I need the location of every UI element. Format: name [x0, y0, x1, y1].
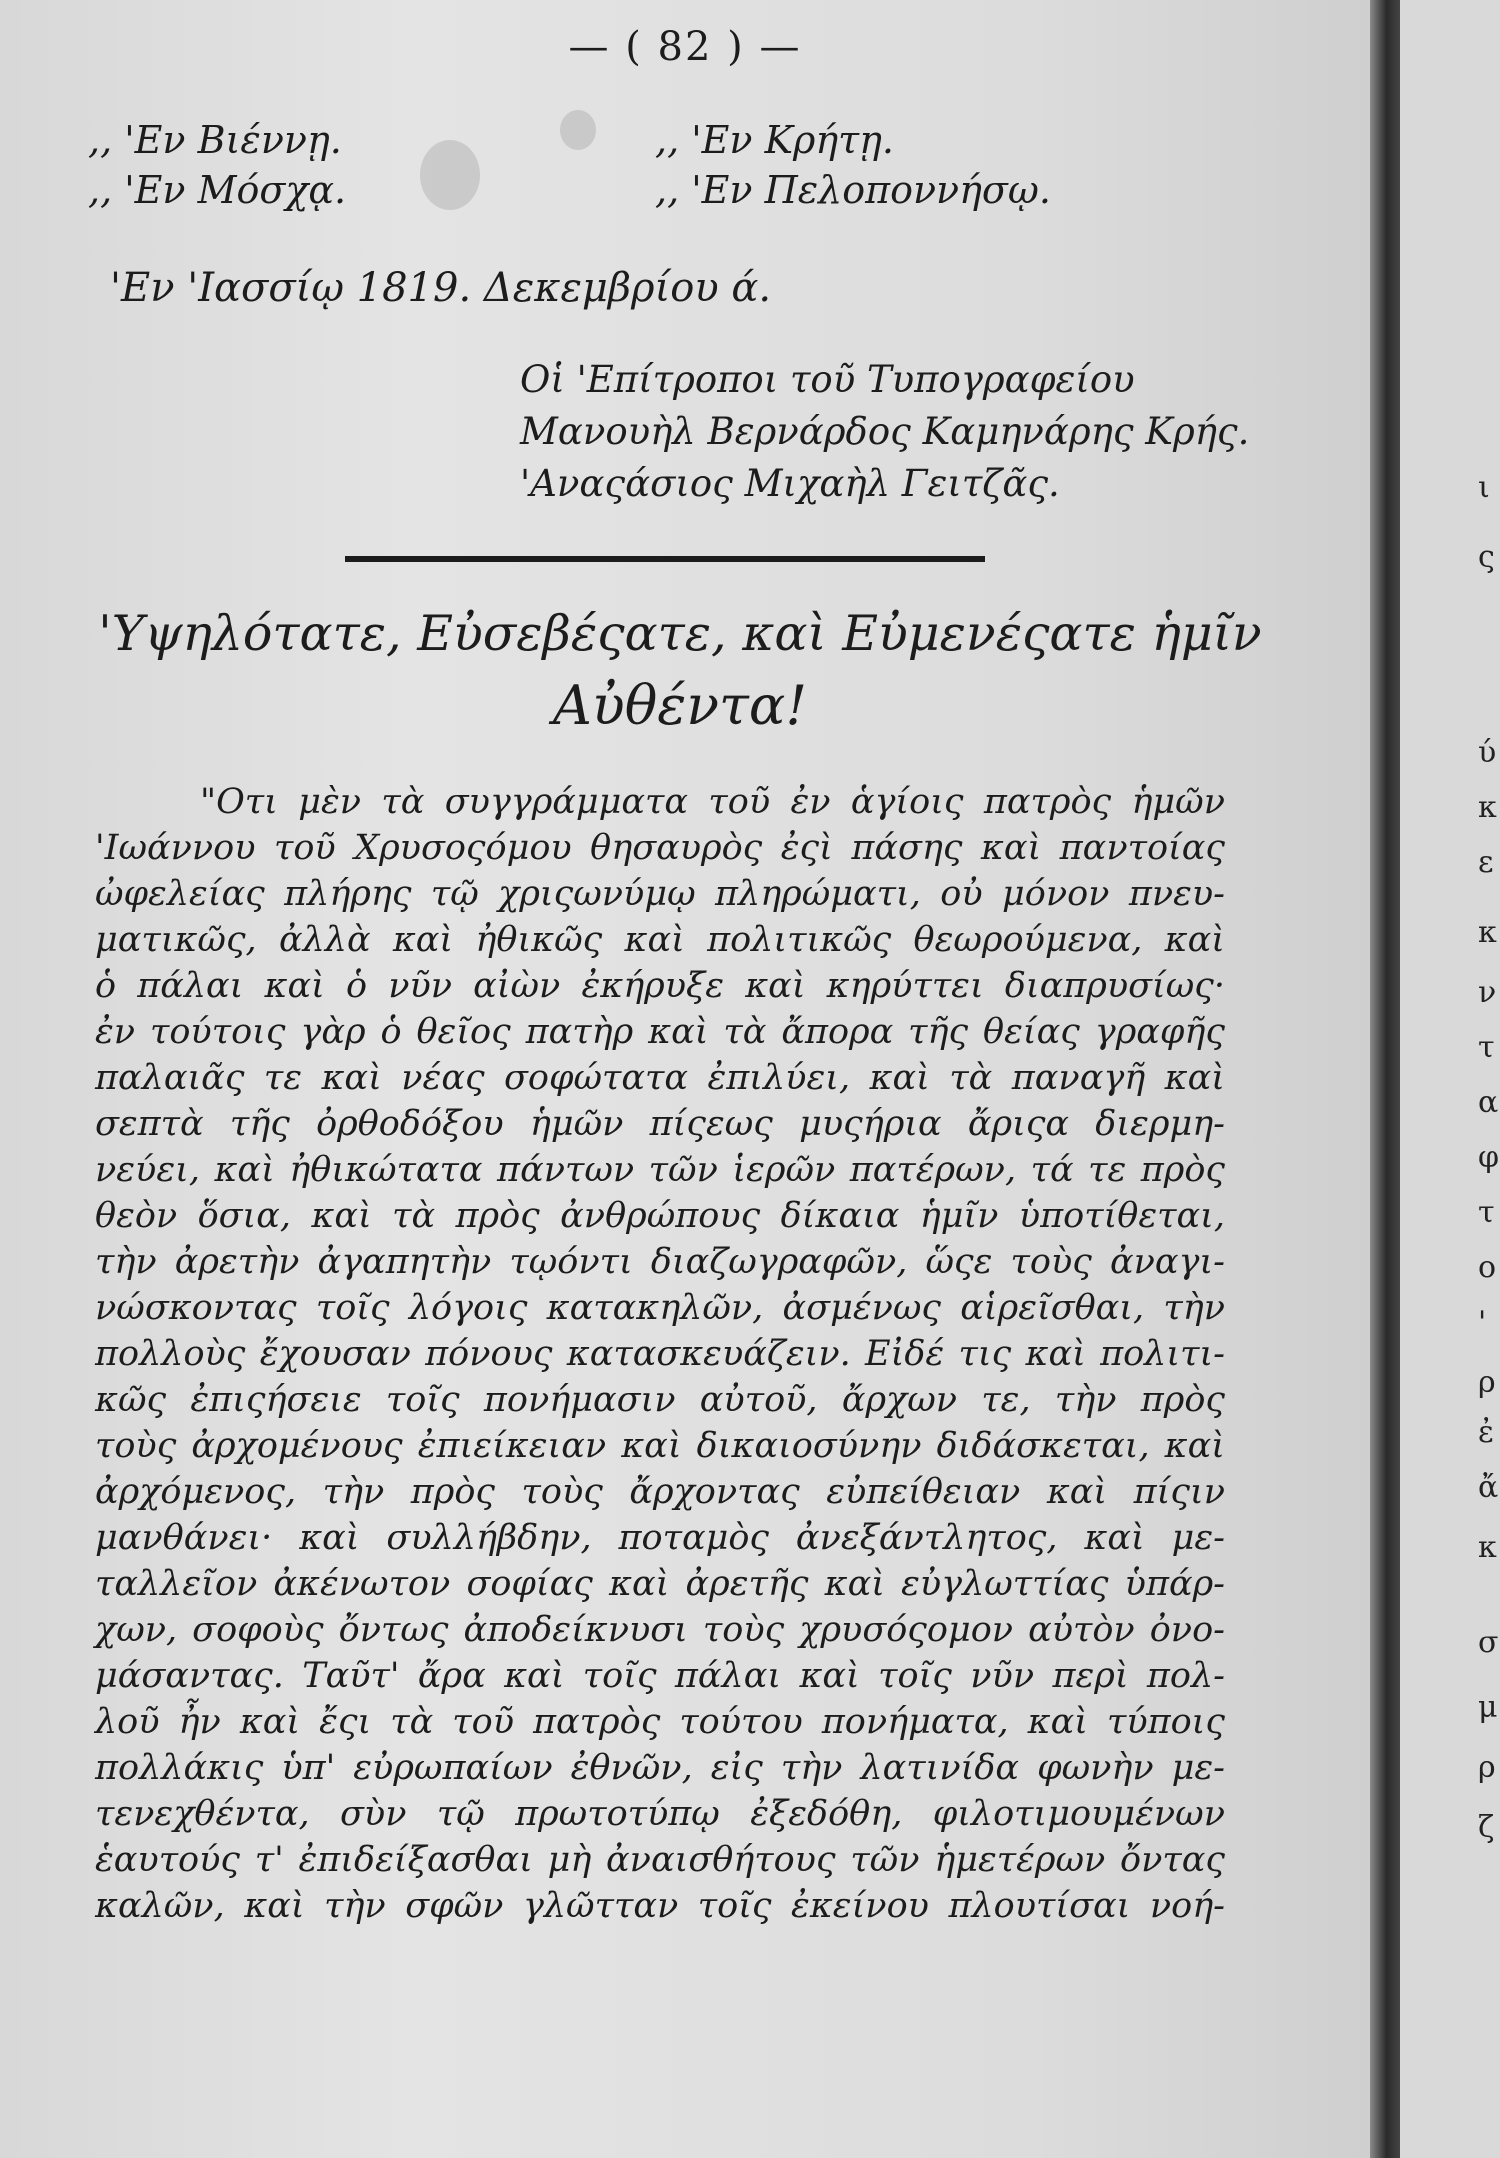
book-gutter [1370, 0, 1400, 2158]
facing-page-letter: μ [1478, 1690, 1498, 1725]
facing-page-letter: ζ [1478, 1810, 1495, 1845]
body-line: σεπτὰ τῆς ὀρθοδόξου ἡμῶν πίςεως μυςήρια ἄριςα διερμη- [95, 1104, 1225, 1144]
body-line: 'Ιωάννου τοῦ Χρυσοςόμου θησαυρὸς ἐςὶ πάσης καὶ παντοίας [95, 828, 1225, 868]
separator-rule [345, 556, 985, 562]
signatory-line-3: 'Αναςάσιος Μιχαὴλ Γειτζᾶς. [520, 462, 1060, 505]
facing-page-letter: α [1478, 1085, 1499, 1120]
facing-page-letter: ο [1478, 1250, 1497, 1285]
body-line: τὴν ἀρετὴν ἀγαπητὴν τῳόντι διαζωγραφῶν, ὥςε τοὺς ἀναγι- [95, 1242, 1225, 1282]
facing-page-letter: ἐ [1478, 1415, 1495, 1450]
body-line: ὁ πάλαι καὶ ὁ νῦν αἰὼν ἐκήρυξε καὶ κηρύττει διαπρυσίως· [95, 966, 1225, 1006]
facing-page-letter: ι [1478, 470, 1490, 505]
body-line: θεὸν ὅσια, καὶ τὰ πρὸς ἀνθρώπους δίκαια ἡμῖν ὑποτίθεται, [95, 1196, 1225, 1236]
location-moscow: ,, 'Εν Μόσχᾳ. [88, 168, 347, 212]
body-line: ἐν τούτοις γὰρ ὁ θεῖος πατὴρ καὶ τὰ ἄπορα τῆς θείας γραφῆς [95, 1012, 1225, 1052]
facing-page-letter: ε [1478, 845, 1494, 880]
body-line: "Οτι μὲν τὰ συγγράμματα τοῦ ἐν ἁγίοις πατρὸς ἡμῶν [200, 782, 1225, 822]
body-line: ταλλεῖον ἀκένωτον σοφίας καὶ ἀρετῆς καὶ εὐγλωττίας ὑπάρ- [95, 1564, 1225, 1604]
facing-page-letter: τ [1478, 1030, 1495, 1065]
body-line: παλαιᾶς τε καὶ νέας σοφώτατα ἐπιλύει, καὶ τὰ παναγῆ καὶ [95, 1058, 1225, 1098]
facing-page-letter: ύ [1478, 735, 1497, 770]
body-line: ἀρχόμενος, τὴν πρὸς τοὺς ἄρχοντας εὐπείθειαν καὶ πίςιν [95, 1472, 1225, 1512]
body-line: πολλάκις ὑπ' εὐρωπαίων ἐθνῶν, εἰς τὴν λατινίδα φωνὴν με- [95, 1748, 1225, 1788]
body-line: λοῦ ἦν καὶ ἔςι τὰ τοῦ πατρὸς τούτου πονήματα, καὶ τύποις [95, 1702, 1225, 1742]
body-line: τοὺς ἀρχομένους ἐπιείκειαν καὶ δικαιοσύνην διδάσκεται, καὶ [95, 1426, 1225, 1466]
location-peloponnese: ,, 'Εν Πελοποννήσῳ. [655, 168, 1051, 212]
location-crete: ,, 'Εν Κρήτῃ. [655, 118, 894, 162]
body-line: ἑαυτούς τ' ἐπιδείξασθαι μὴ ἀναισθήτους τῶν ἡμετέρων ὄντας [95, 1840, 1225, 1880]
paper-stain [560, 110, 596, 150]
facing-page-letter: ' [1478, 1305, 1487, 1340]
location-vienna: ,, 'Εν Βιέννῃ. [88, 118, 342, 162]
body-line: νώσκοντας τοῖς λόγοις κατακηλῶν, ἀσμένως αἱρεῖσθαι, τὴν [95, 1288, 1225, 1328]
paper-stain [420, 140, 480, 210]
dateline: 'Εν 'Ιασσίῳ 1819. Δεκεμβρίου ά. [110, 265, 772, 311]
heading-line-1: 'Υψηλότατε, Εὐσεβέςατε, καὶ Εὐμενέςατε ἡμῖν [98, 605, 1262, 662]
facing-page-letter: κ [1478, 790, 1497, 825]
signatory-line-1: Οἱ 'Επίτροποι τοῦ Τυπογραφείου [520, 358, 1135, 401]
facing-page-letter: κ [1478, 915, 1497, 950]
facing-page-letter: σ [1478, 1625, 1499, 1660]
facing-page-letter: ἄ [1478, 1470, 1499, 1505]
page-number: — ( 82 ) — [568, 24, 802, 70]
body-line: ὠφελείας πλήρης τῷ χριςωνύμῳ πληρώματι, οὐ μόνον πνευ- [95, 874, 1225, 914]
body-line: μανθάνει· καὶ συλλήβδην, ποταμὸς ἀνεξάντλητος, καὶ με- [95, 1518, 1225, 1558]
facing-page-letter: ρ [1478, 1365, 1496, 1400]
body-line: καλῶν, καὶ τὴν σφῶν γλῶτταν τοῖς ἐκείνου πλουτίσαι νοή- [95, 1886, 1225, 1926]
body-line: κῶς ἐπιςήσειε τοῖς πονήμασιν αὐτοῦ, ἄρχων τε, τὴν πρὸς [95, 1380, 1225, 1420]
body-line: νεύει, καὶ ἠθικώτατα πάντων τῶν ἱερῶν πατέρων, τά τε πρὸς [95, 1150, 1225, 1190]
facing-page-letter: ς [1478, 540, 1495, 575]
signatory-line-2: Μανουὴλ Βερνάρδος Καμηνάρης Κρής. [520, 410, 1250, 453]
facing-page-letter: φ [1478, 1140, 1500, 1175]
facing-page-letter: ν [1478, 975, 1497, 1010]
body-line: χων, σοφοὺς ὄντως ἀποδείκνυσι τοὺς χρυσόςομον αὐτὸν ὀνο- [95, 1610, 1225, 1650]
heading-line-2: Αὐθέντα! [552, 674, 808, 737]
body-line: πολλοὺς ἔχουσαν πόνους κατασκευάζειν. Εἰδέ τις καὶ πολιτι- [95, 1334, 1225, 1374]
body-line: τενεχθέντα, σὺν τῷ πρωτοτύπῳ ἐξεδόθη, φιλοτιμουμένων [95, 1794, 1225, 1834]
facing-page-letter: κ [1478, 1530, 1497, 1565]
body-line: ματικῶς, ἀλλὰ καὶ ἠθικῶς καὶ πολιτικῶς θεωρούμενα, καὶ [95, 920, 1225, 960]
facing-page-letter: τ [1478, 1195, 1495, 1230]
facing-page-letter: ρ [1478, 1750, 1496, 1785]
body-line: μάσαντας. Ταῦτ' ἄρα καὶ τοῖς πάλαι καὶ τοῖς νῦν περὶ πολ- [95, 1656, 1225, 1696]
